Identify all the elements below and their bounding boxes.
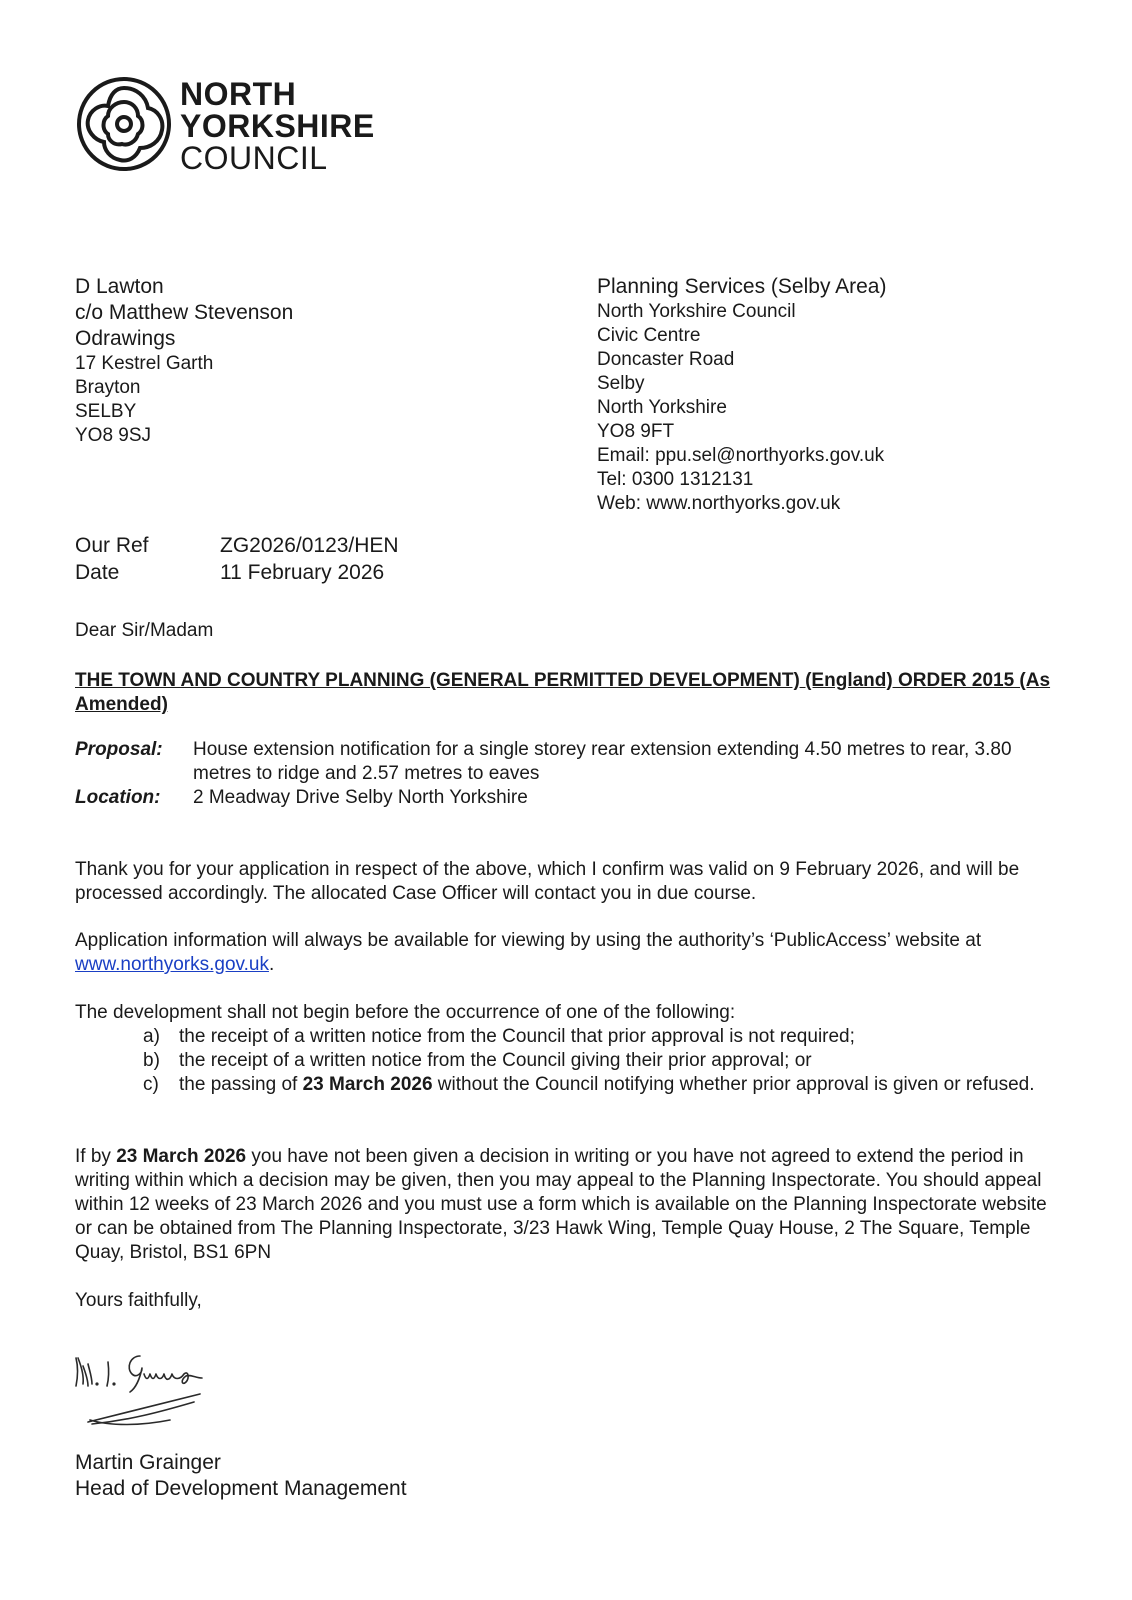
sender-line: North Yorkshire Council (597, 301, 796, 322)
sender-email: Email: ppu.sel@northyorks.gov.uk (597, 445, 885, 466)
logo-line-north: NORTH (180, 76, 297, 112)
recipient-line: Brayton (75, 377, 141, 398)
handwritten-signature (70, 1344, 240, 1434)
location-label: Location: (75, 787, 161, 808)
sender-line: YO8 9FT (597, 421, 675, 442)
public-access-end: . (268, 954, 275, 975)
condition-text: the receipt of a written notice from the Council that prior approval is not required; (179, 1026, 855, 1047)
deadline-date: 23 March 2026 (302, 1074, 433, 1095)
logo-line-council: COUNCIL (180, 140, 328, 176)
sender-line: Planning Services (Selby Area) (597, 275, 887, 298)
location-row (75, 786, 1065, 810)
recipient-line: c/o Matthew Stevenson (75, 301, 294, 324)
condition-text (179, 1073, 1039, 1097)
recipient-line: 17 Kestrel Garth (75, 353, 214, 374)
proposal-text: House extension notification for a single storey rear extension extending 4.50 metres to rear, 3.80 metres to ridge and 2.57 metres to eaves (193, 739, 1012, 784)
proposal-row (75, 738, 1065, 786)
sender-phone: Tel: 0300 1312131 (597, 469, 754, 490)
date-row (75, 560, 384, 586)
public-access-text: Application information will always be available for viewing by using the authority’s ‘PublicAccess’ website at (75, 930, 982, 951)
appeal-deadline-date: 23 March 2026 (116, 1146, 247, 1167)
council-logo (74, 74, 394, 174)
public-access-paragraph (75, 929, 1065, 977)
appeal-text-start: If by (75, 1146, 117, 1167)
appeal-paragraph (75, 1145, 1065, 1265)
location-text: 2 Meadway Drive Selby North Yorkshire (193, 787, 528, 808)
recipient-address (75, 274, 293, 448)
proposal-label: Proposal: (75, 739, 163, 760)
signatory-title: Head of Development Management (75, 1477, 407, 1500)
sender-line: Selby (597, 373, 645, 394)
tudor-rose-icon (74, 74, 174, 174)
condition-text: the receipt of a written notice from the Council giving their prior approval; or (179, 1050, 812, 1071)
sender-line: Doncaster Road (597, 349, 735, 370)
condition-text-before: the passing of (179, 1074, 303, 1095)
appeal-text-rest: you have not been given a decision in writing or you have not agreed to extend the period in writing within which a decision may be given, then you may appeal to the Planning Inspectorate. You should appeal within 12 weeks of 23 March 2026 and you must use a form which is available on the Planning Inspectorate website or can be obtained from The Planning Inspectorate, 3/23 Hawk Wing, Temple Quay House, 2 The Square, Temple Quay, Bristol, BS1 6PN (75, 1146, 1047, 1263)
logo-line-yorkshire: YORKSHIRE (180, 108, 375, 144)
condition-marker: a) (143, 1026, 160, 1047)
legislation-heading: THE TOWN AND COUNTRY PLANNING (GENERAL PERMITTED DEVELOPMENT) (England) ORDER 2015 (As Amended) (75, 670, 1051, 715)
signatory-name: Martin Grainger (75, 1451, 221, 1474)
condition-marker: b) (143, 1050, 160, 1071)
conditions-intro: The development shall not begin before the occurrence of one of the following: (75, 1002, 736, 1023)
sender-address (597, 274, 886, 516)
ref-value: ZG2026/0123/HEN (220, 534, 399, 557)
recipient-line: Odrawings (75, 327, 176, 350)
condition-marker: c) (143, 1074, 159, 1095)
closing: Yours faithfully, (75, 1290, 202, 1311)
salutation: Dear Sir/Madam (75, 620, 214, 641)
sender-web: Web: www.northyorks.gov.uk (597, 493, 841, 514)
reference-row (75, 533, 399, 559)
website-link[interactable]: www.northyorks.gov.uk (75, 954, 269, 975)
sender-line: Civic Centre (597, 325, 701, 346)
confirmation-paragraph: Thank you for your application in respect of the above, which I confirm was valid on 9 February 2026, and will be processed accordingly. The allocated Case Officer will contact you in due course. (75, 859, 1020, 904)
recipient-line: SELBY (75, 401, 137, 422)
sender-line: North Yorkshire (597, 397, 727, 418)
condition-text-after: without the Council notifying whether prior approval is given or refused. (432, 1074, 1035, 1095)
recipient-line: D Lawton (75, 275, 164, 298)
date-value: 11 February 2026 (220, 561, 385, 584)
recipient-line: YO8 9SJ (75, 425, 152, 446)
ref-label: Our Ref (75, 534, 149, 557)
date-label: Date (75, 561, 120, 584)
